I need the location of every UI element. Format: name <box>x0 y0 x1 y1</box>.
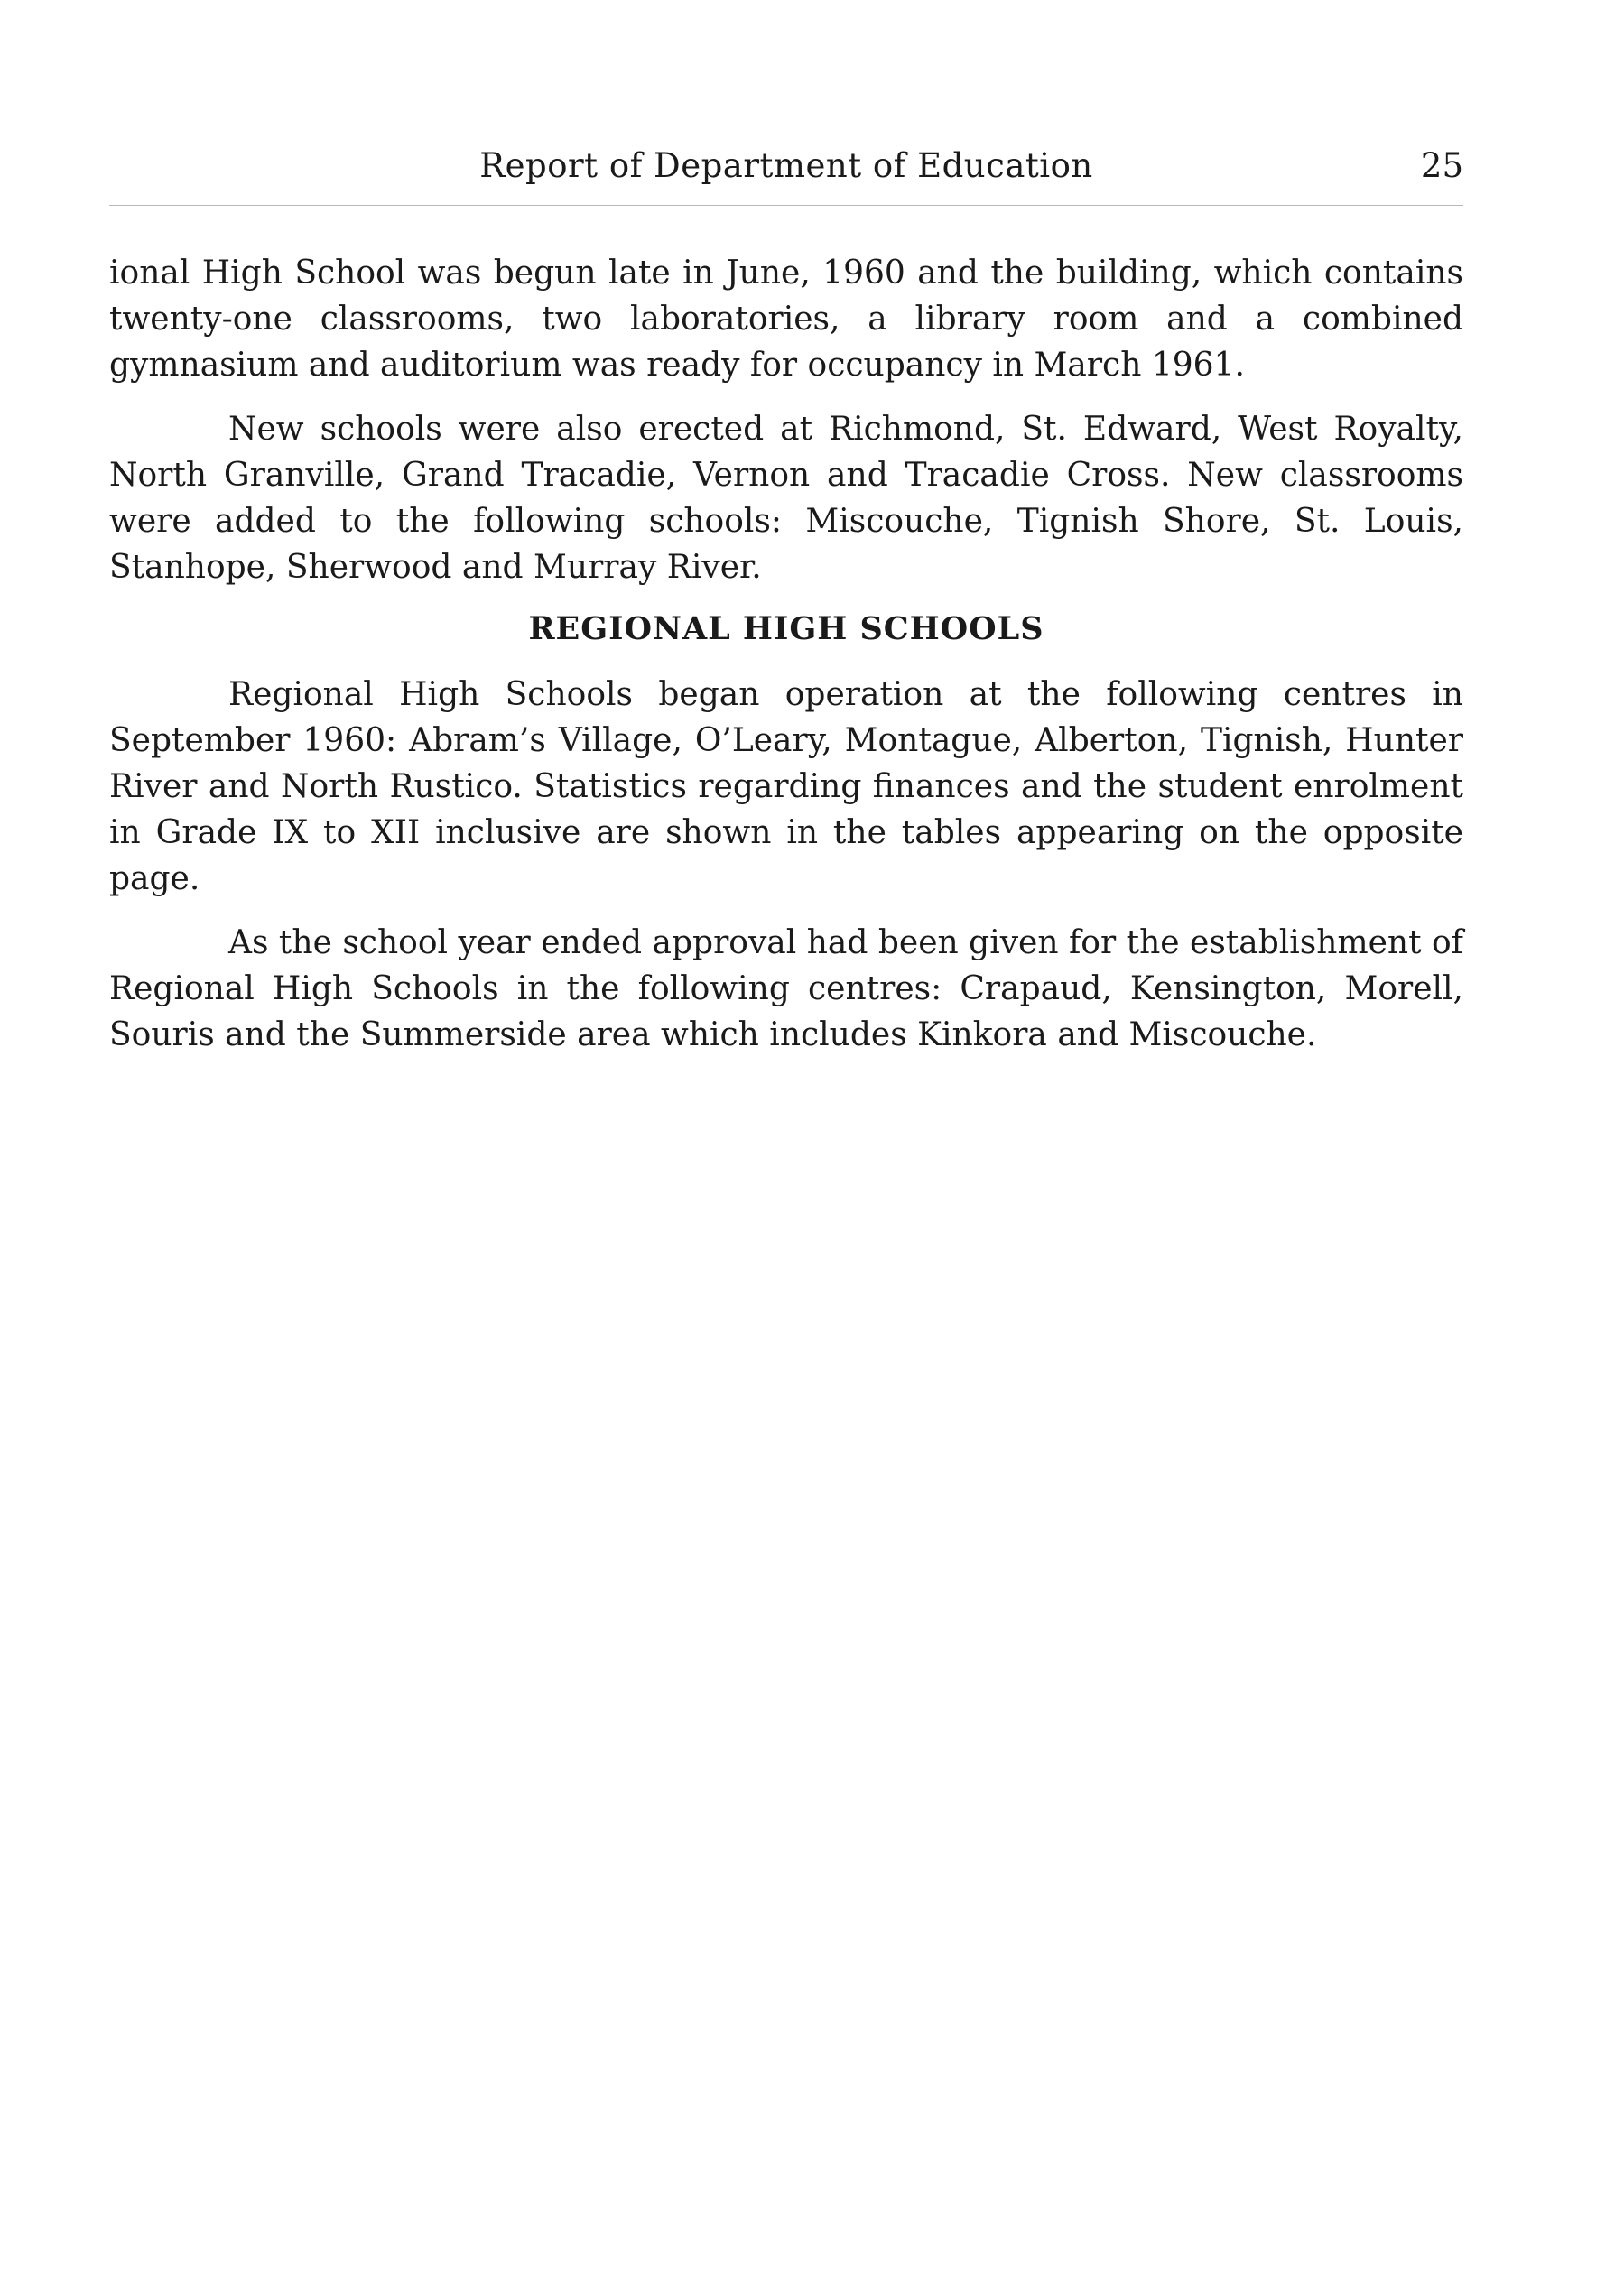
header-rule <box>109 205 1463 206</box>
page-header <box>109 143 1463 190</box>
page-number: 25 <box>1420 146 1463 185</box>
paragraph-regional-schools: Regional High Schools began operation at the following centres in September 1960: Abram’s Village, O’Leary, Montague, Alberton, Tignish, Hunter River and North Rustico. Statistics regarding finances and the student enrolment in Grade IX to XII inclusive are shown in the tables appearing on the opposite page. <box>109 676 1463 897</box>
paragraph-approval: As the school year ended approval had been given for the establishment of Regional High Schools in the following centres: Crapaud, Kensington, Morell, Souris and the Summerside area which includes Kinkora and Miscouche. <box>109 924 1463 1053</box>
paragraph-new-schools: New schools were also erected at Richmond, St. Edward, West Royalty, North Granville, Grand Tracadie, Vernon and Tracadie Cross. New classrooms were added to the following schools: Miscouche, Tignish Shore, St. Louis, Stanhope, Sherwood and Murray River. <box>109 411 1463 586</box>
paragraph-continuation: ional High School was begun late in June, 1960 and the building, which contains twenty-one classrooms, two laboratories, a library room and a combined gymnasium and auditorium was ready for occupancy in March 1961. <box>109 255 1463 384</box>
running-title: Report of Department of Education <box>479 146 1093 185</box>
section-heading: REGIONAL HIGH SCHOOLS <box>528 610 1044 647</box>
body-text <box>109 250 1463 1076</box>
